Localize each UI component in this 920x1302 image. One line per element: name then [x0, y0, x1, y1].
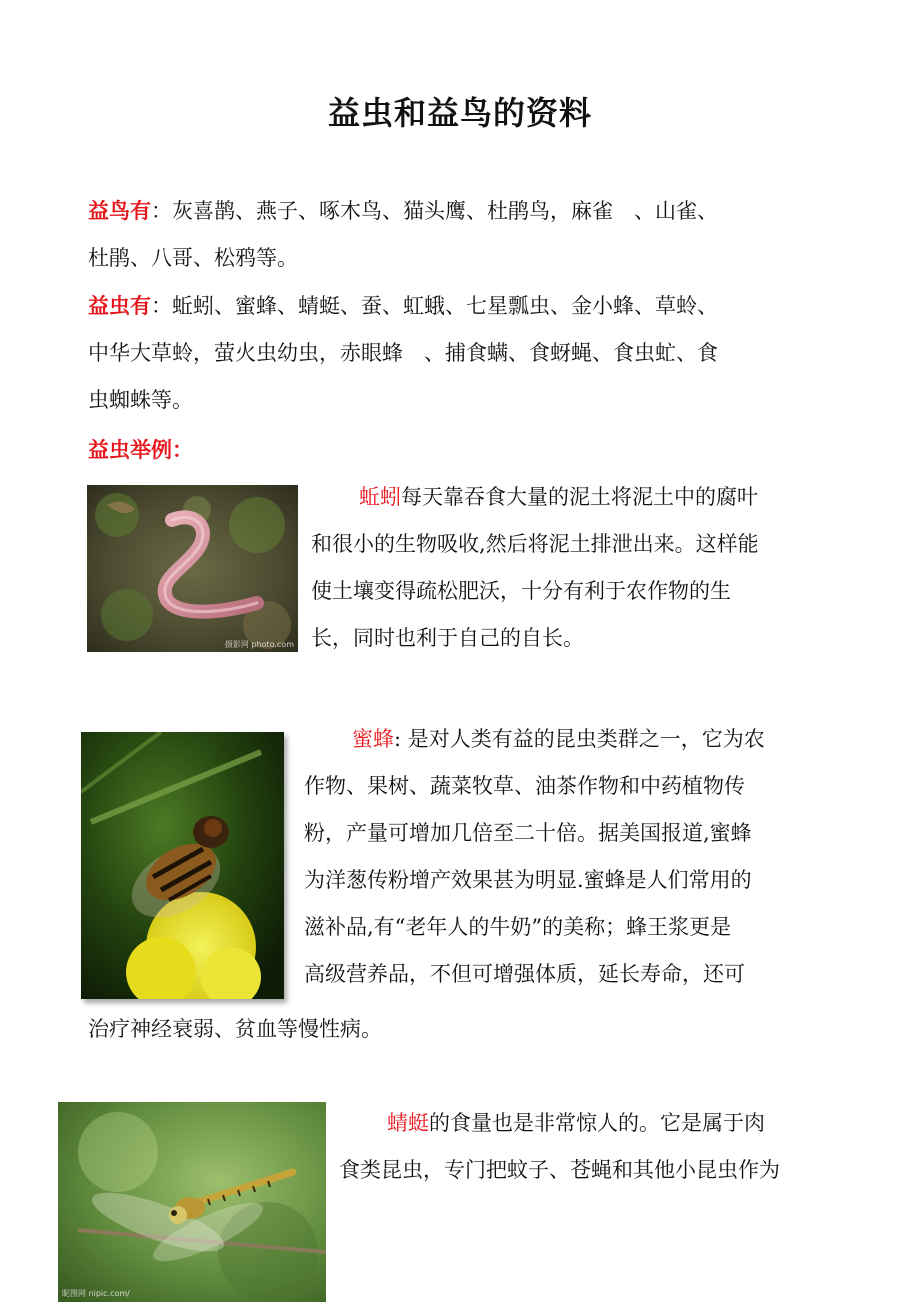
insects-line-1: ：蚯蚓、蜜蜂、蜻蜓、蚕、虹蛾、七星瓢虫、金小蜂、草蛉、 [151, 294, 718, 318]
dragonfly-line-1: 的食量也是非常惊人的。它是属于肉 [429, 1111, 765, 1135]
insects-line-3: 虫蜘蛛等。 [88, 388, 193, 412]
dragonfly-name: 蜻蜓 [387, 1111, 429, 1135]
bee-line-3: 粉，产量可增加几倍至二十倍。据美国报道,蜜蜂 [304, 821, 752, 845]
earthworm-photo [87, 485, 298, 652]
birds-line-1: ：灰喜鹊、燕子、啄木鸟、猫头鹰、杜鹃鸟，麻雀 、山雀、 [151, 199, 718, 223]
earthworm-line-2: 和很小的生物吸收,然后将泥土排泄出来。这样能 [311, 532, 759, 556]
birds-paragraph [88, 187, 848, 282]
earthworm-photo-watermark: 摄影网 photo.com [224, 640, 294, 649]
dragonfly-paragraph [339, 1100, 859, 1194]
examples-heading: 益虫举例： [88, 437, 193, 462]
dragonfly-photo-watermark: 昵图网 nipic.com/ [62, 1289, 130, 1298]
earthworm-line-1: 每天靠吞食大量的泥土将泥土中的腐叶 [401, 485, 758, 509]
insects-line-2: 中华大草蛉，萤火虫幼虫，赤眼蜂 、捕食螨、食蚜蝇、食虫虻、食 [88, 341, 718, 365]
bee-line-1: : 是对人类有益的昆虫类群之一，它为农 [394, 727, 765, 751]
insects-paragraph [88, 282, 848, 424]
page-title: 益虫和益鸟的资料 [327, 94, 592, 132]
dragonfly-line-2: 食类昆虫，专门把蚊子、苍蝇和其他小昆虫作为 [339, 1158, 780, 1182]
bee-name: 蜜蜂 [352, 727, 394, 751]
birds-label: 益鸟有 [88, 198, 151, 223]
earthworm-name: 蚯蚓 [359, 485, 401, 509]
earthworm-paragraph [311, 474, 851, 662]
bee-line-4: 为洋葱传粉增产效果甚为明显.蜜蜂是人们常用的 [304, 868, 752, 892]
earthworm-line-4: 长，同时也利于自己的自长。 [311, 626, 584, 650]
insects-label: 益虫有 [88, 293, 151, 318]
earthworm-line-3: 使土壤变得疏松肥沃，十分有利于农作物的生 [311, 579, 731, 603]
bee-paragraph [304, 716, 844, 998]
bee-line-2: 作物、果树、蔬菜牧草、油茶作物和中药植物传 [304, 774, 745, 798]
bee-line-5: 滋补品,有“老年人的牛奶”的美称；蜂王浆更是 [304, 915, 732, 939]
bee-line-6: 高级营养品，不但可增强体质，延长寿命，还可 [304, 962, 745, 986]
bee-photo [81, 732, 284, 999]
birds-line-2: 杜鹃、八哥、松鸦等。 [88, 246, 298, 270]
dragonfly-photo [58, 1102, 326, 1302]
bee-line-7: 治疗神经衰弱、贫血等慢性病。 [88, 1017, 382, 1041]
